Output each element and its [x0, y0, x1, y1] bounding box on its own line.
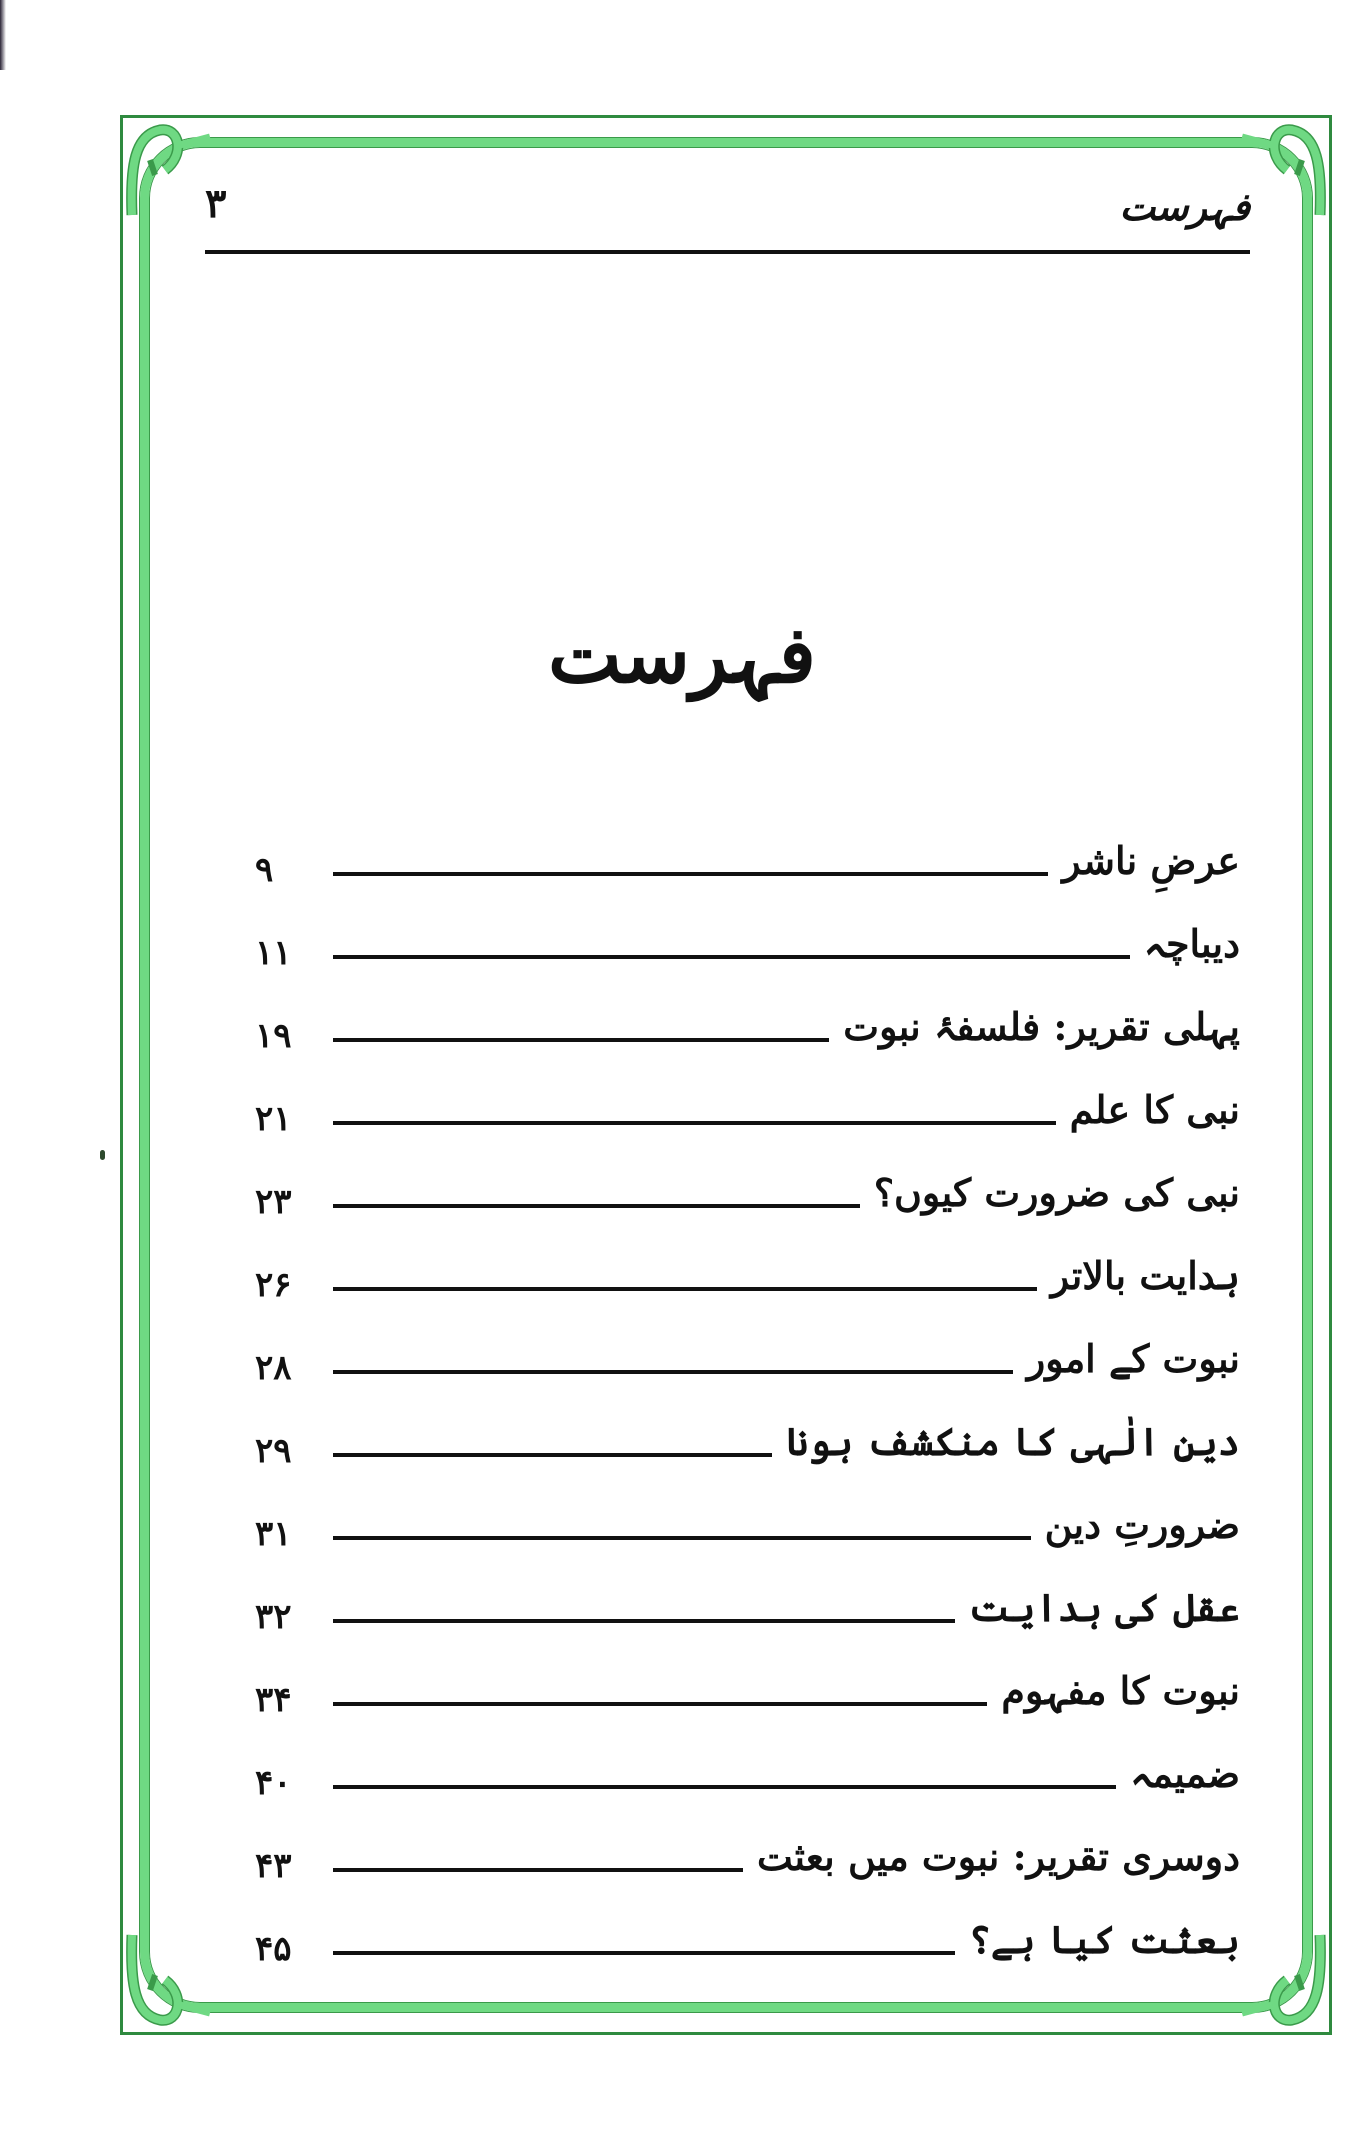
corner-knot-ornament-icon [120, 1925, 230, 2035]
toc-entry-page: ۱۹ [255, 1016, 292, 1056]
toc-entry[interactable] [255, 1670, 1240, 1753]
leader-line [333, 872, 1048, 876]
toc-entry[interactable] [255, 1089, 1240, 1172]
toc-entry-page: ۴۵ [255, 1929, 292, 1969]
toc-entry[interactable] [255, 1587, 1240, 1670]
toc-entry-title: نبوت کے امور [1026, 1336, 1240, 1381]
toc-entry[interactable] [255, 1421, 1240, 1504]
toc-entry[interactable] [255, 840, 1240, 923]
toc-entry-page: ۲۹ [255, 1431, 292, 1471]
toc-entry-title: پہلی تقریر: فلسفۂ نبوت [843, 1004, 1240, 1049]
toc-entry[interactable] [255, 1753, 1240, 1836]
leader-line [333, 1038, 829, 1042]
toc-entry-page: ۲۸ [255, 1348, 292, 1388]
leader-line [333, 1121, 1056, 1125]
toc-entry-title: عقل کی ہدایت [968, 1585, 1240, 1630]
toc-entry-page: ۳۴ [255, 1680, 292, 1720]
leader-line [333, 1619, 955, 1623]
toc-entry-title: نبوت کا مفہوم [1001, 1668, 1240, 1713]
toc-entry-title: دینِ الٰہی کا منکشف ہونا [786, 1419, 1240, 1464]
toc-entry-title: دیباچہ [1143, 921, 1240, 966]
toc-entry[interactable] [255, 1172, 1240, 1255]
leader-line [333, 1951, 955, 1955]
toc-entry-title: نبی کا علم [1069, 1087, 1240, 1132]
toc-entry[interactable] [255, 1504, 1240, 1587]
toc-entry[interactable] [255, 923, 1240, 1006]
page-number: ۳ [205, 180, 227, 227]
toc-entry-page: ۴۰ [255, 1763, 292, 1803]
toc-entry-title: عرضِ ناشر [1062, 838, 1240, 883]
toc-entry[interactable] [255, 1255, 1240, 1338]
toc-entry-page: ۲۱ [255, 1099, 292, 1139]
toc-entry-page: ۳۲ [255, 1597, 292, 1637]
leader-line [333, 1536, 1031, 1540]
leader-line [333, 1287, 1037, 1291]
ink-speck [100, 1150, 105, 1160]
toc-entry[interactable] [255, 1006, 1240, 1089]
toc-entry-title: ضمیمہ [1130, 1751, 1240, 1796]
toc-entry-page: ۴۳ [255, 1846, 292, 1886]
toc-entry-page: ۱۱ [255, 933, 292, 973]
page-edge-shadow [0, 0, 6, 70]
toc-entry-page: ۲۳ [255, 1182, 292, 1222]
toc-entry-page: ۹ [255, 850, 274, 890]
toc-entry[interactable] [255, 1338, 1240, 1421]
toc-entry[interactable] [255, 1836, 1240, 1919]
leader-line [333, 1204, 860, 1208]
toc-entry-title: بعثت کیا ہے؟ [968, 1917, 1240, 1962]
toc-entry-title: نبی کی ضرورت کیوں؟ [873, 1170, 1240, 1215]
running-header [205, 180, 1250, 254]
toc-entry-page: ۳۱ [255, 1514, 292, 1554]
leader-line [333, 1453, 772, 1457]
leader-line [333, 1785, 1116, 1789]
toc-entry-title: ہدایت بالاتر [1050, 1253, 1240, 1298]
toc-entry-title: دوسری تقریر: نبوت میں بعثت [757, 1834, 1240, 1879]
leader-line [333, 1868, 743, 1872]
toc-entry[interactable] [255, 1919, 1240, 2002]
toc-entry-title: ضرورتِ دین [1044, 1502, 1240, 1547]
leader-line [333, 1702, 987, 1706]
table-of-contents [255, 840, 1240, 2002]
page-title: فہرست [548, 610, 816, 701]
toc-entry-page: ۲۶ [255, 1265, 292, 1305]
running-header-title: فہرست [1119, 184, 1250, 229]
leader-line [333, 1370, 1013, 1374]
leader-line [333, 955, 1130, 959]
